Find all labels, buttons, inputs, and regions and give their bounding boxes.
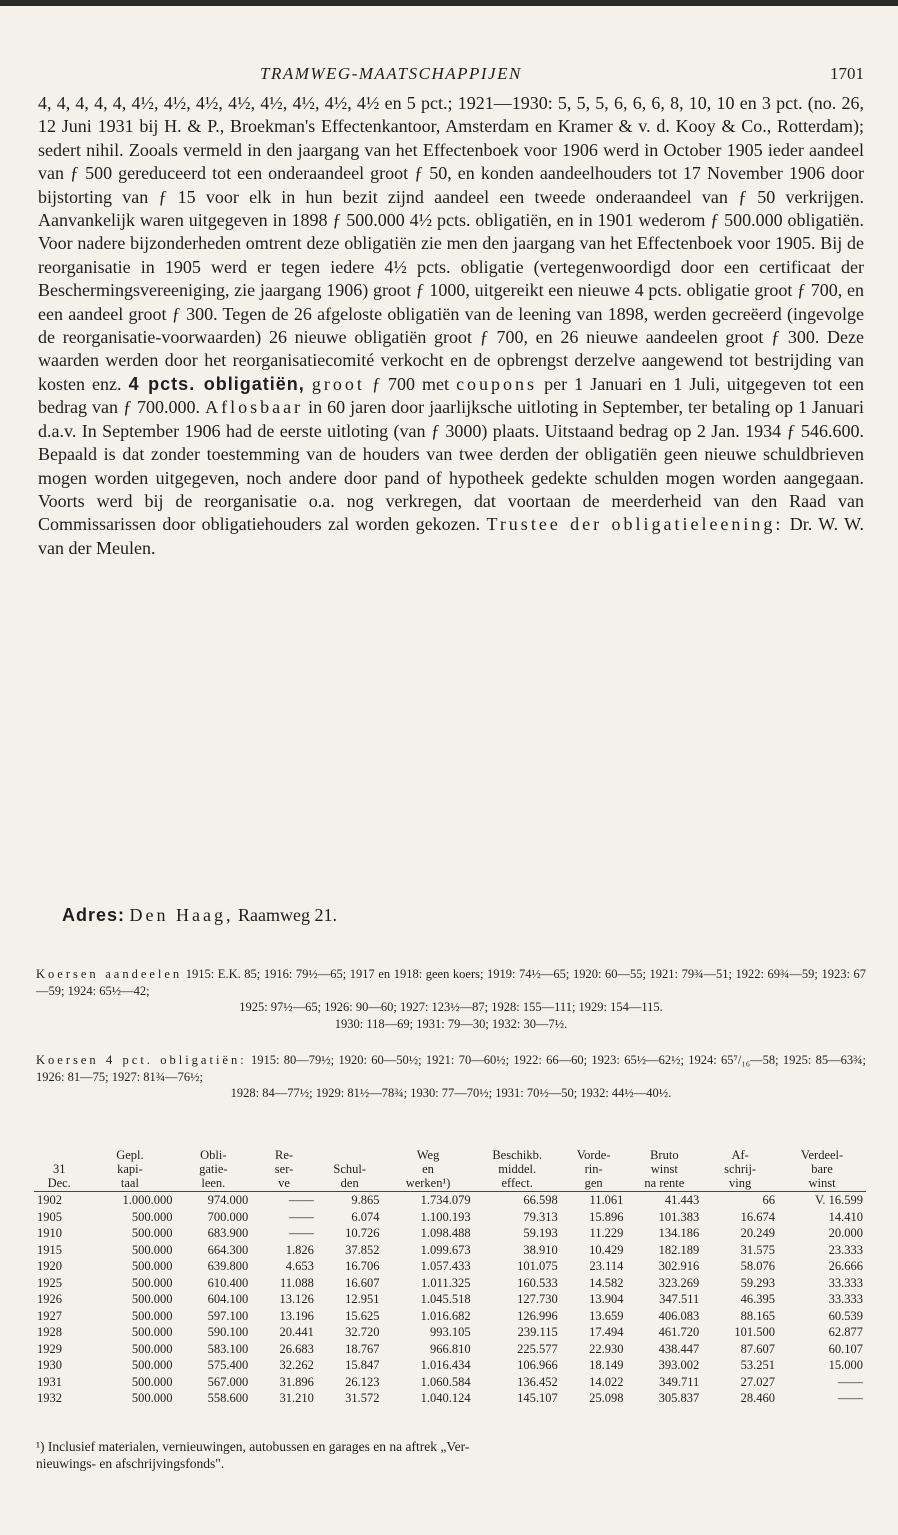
- table-year-cell: 1932: [37, 1391, 62, 1405]
- table-cell: 46.395: [740, 1292, 776, 1306]
- table-cell: 1.045.518: [420, 1292, 471, 1306]
- table-cell: 597.100: [207, 1308, 249, 1323]
- table-cell: 13.196: [279, 1308, 314, 1323]
- table-cell: 60.107: [828, 1341, 863, 1356]
- table-row: [34, 1192, 866, 1209]
- koersen-aandeelen: [36, 966, 866, 1032]
- page-top-edge: [0, 0, 898, 6]
- table-header-cell: gatie-: [199, 1162, 228, 1176]
- trustee-label: Trustee der obligatieleening:: [486, 514, 784, 535]
- table-cell: 58.076: [740, 1259, 776, 1273]
- table-cell: 6.074: [351, 1209, 380, 1224]
- table-cell: 33.333: [828, 1275, 863, 1290]
- table-header-row: [34, 1162, 866, 1176]
- table-year-cell: 1928: [37, 1325, 62, 1339]
- table-cell: 347.511: [659, 1292, 700, 1306]
- table-year-cell: 1929: [37, 1341, 62, 1356]
- table-header-cell: ser-: [274, 1162, 294, 1176]
- table-header-cell: en: [422, 1162, 434, 1176]
- table-cell: 126.996: [517, 1308, 558, 1323]
- table-body: [34, 1192, 866, 1407]
- table-cell: 1.060.584: [420, 1374, 471, 1389]
- table-header-cell: middel.: [498, 1162, 537, 1176]
- table-cell: 15.000: [828, 1358, 863, 1372]
- table-cell: 14.022: [589, 1374, 624, 1389]
- table-cell: 349.711: [659, 1374, 700, 1389]
- table-cell: 101.500: [734, 1325, 776, 1339]
- table-header-cell: effect.: [474, 1176, 561, 1192]
- table-cell: 406.083: [658, 1308, 700, 1323]
- table-cell: 37.852: [345, 1242, 380, 1257]
- table-cell: 700.000: [207, 1209, 249, 1224]
- table-header-cell: na rente: [626, 1176, 702, 1192]
- table-cell: 1.826: [285, 1242, 314, 1257]
- table-cell: 1.100.193: [420, 1209, 471, 1224]
- table-cell: 31.210: [279, 1391, 314, 1405]
- table-header-cell: [317, 1148, 383, 1162]
- table-row: [34, 1225, 866, 1242]
- table-cell: 62.877: [828, 1325, 863, 1339]
- table-cell: 583.100: [207, 1341, 249, 1356]
- table-cell: 17.494: [589, 1325, 624, 1339]
- table-cell: V. 16.599: [814, 1193, 863, 1207]
- table-cell: 558.600: [207, 1391, 249, 1405]
- table-cell: 9.865: [351, 1193, 380, 1207]
- table-cell: ——: [288, 1209, 314, 1224]
- groot-label: groot: [311, 373, 365, 394]
- address-street: Raamweg 21.: [237, 905, 337, 925]
- table-row: [34, 1291, 866, 1308]
- table-year-cell: 1905: [37, 1209, 62, 1224]
- table-cell: 225.577: [517, 1341, 558, 1356]
- table-header-row: [34, 1176, 866, 1192]
- table-header-cell: [34, 1148, 84, 1162]
- table-cell: ——: [288, 1193, 314, 1207]
- table-header-cell: ve: [251, 1176, 317, 1192]
- table-cell: 13.126: [279, 1292, 314, 1306]
- koersen-obligatien-line2: 1928: 84—77½; 1929: 81½—78¾; 1930: 77—70½; 1931: 70½—50; 1932: 44½—40½.: [230, 1086, 672, 1100]
- table-header-cell: rin-: [584, 1162, 603, 1176]
- table-cell: 1.057.433: [420, 1259, 471, 1273]
- table-row: [34, 1242, 866, 1259]
- table-header-cell: Af-: [731, 1148, 749, 1162]
- koersen-aandeelen-label: Koersen aandeelen: [36, 967, 183, 981]
- table-cell: 22.930: [589, 1341, 624, 1356]
- table-cell: 393.002: [658, 1358, 700, 1372]
- table-cell: 1.000.000: [122, 1193, 173, 1207]
- table-cell: 15.847: [345, 1358, 380, 1372]
- table-cell: 500.000: [131, 1391, 173, 1405]
- table-cell: 106.966: [517, 1358, 558, 1372]
- koersen-obligatien-line1: 1915: 80—79½; 1920: 60—50½; 1921: 70—60½; 1922: 66—60; 1923: 65½—62½; 1924: 65⁷/₁₆—58; 1925: 85—63¾; 1926: 81—75; 1927: 81¾—76½;: [36, 1053, 866, 1084]
- text-aflossing: in 60 jaren door jaarlijksche uitloting in September, ter betaling op 1 Januari d.a.v. In September 1906 had de eerste uitloting (van ƒ 3000) plaats. Uitstaand bedrag op 2 Jan. 1934 ƒ 546.600. Bepaald is dat zonder toestemming van de houders van twee derden der obligatiën geen nieuwe schuldbrieven mogen worden uitgegeven, noch andere door pand of hypotheek gedekte schulden mogen worden aangegaan. Voorts werd bij de reorganisatie o.a. nog verkregen, dat voortaan de meerderheid van den Raad van Commissarissen door obligatiehouders zal worden gekozen.: [38, 397, 865, 535]
- table-cell: 11.061: [589, 1193, 624, 1207]
- table-cell: 25.098: [589, 1391, 624, 1405]
- footnote-line1: ¹) Inclusief materialen, vernieuwingen, autobussen en garages en na aftrek „Ver-: [36, 1439, 470, 1454]
- table-cell: 500.000: [131, 1275, 173, 1290]
- table-cell: 500.000: [131, 1259, 173, 1273]
- table-cell: ——: [288, 1226, 314, 1240]
- table-header-cell: Obli-: [200, 1148, 227, 1162]
- table-cell: 966.810: [429, 1341, 471, 1356]
- coupons-label: coupons: [456, 373, 538, 394]
- footnote-line2: nieuwings- en afschrijvingsfonds".: [36, 1456, 225, 1471]
- table-cell: 604.100: [207, 1292, 249, 1306]
- address-label: Adres:: [62, 905, 126, 925]
- table-cell: 11.229: [589, 1226, 624, 1240]
- table-year-cell: 1920: [37, 1259, 62, 1273]
- table-cell: 134.186: [658, 1226, 700, 1240]
- table-header-row: [34, 1148, 866, 1162]
- table-header-cell: gen: [561, 1176, 627, 1192]
- table-cell: 683.900: [207, 1226, 249, 1240]
- table-cell: 500.000: [131, 1226, 173, 1240]
- table-cell: 20.249: [740, 1226, 776, 1240]
- table-header-cell: werken¹): [383, 1176, 474, 1192]
- table-cell: 88.165: [740, 1308, 776, 1323]
- aflosbaar-label: Aflosbaar: [205, 397, 304, 418]
- table-cell: 590.100: [207, 1325, 249, 1339]
- table-cell: 31.575: [740, 1242, 776, 1257]
- text-coupons: per 1 Januari en 1 Juli, uitgegeven tot een bedrag van ƒ 700.000.: [38, 373, 865, 418]
- table-cell: 136.452: [517, 1374, 558, 1389]
- table-cell: 13.904: [589, 1292, 624, 1306]
- table-cell: 500.000: [131, 1308, 173, 1323]
- table-cell: 4.653: [285, 1259, 314, 1273]
- koersen-aandeelen-line2: 1925: 97½—65; 1926: 90—60; 1927: 123½—87; 1928: 155—111; 1929: 154—115.: [239, 1000, 663, 1014]
- table-year-cell: 1930: [37, 1358, 62, 1372]
- table-year-cell: 1915: [37, 1242, 62, 1257]
- obligatien-heading: 4 pcts. obligatiën,: [128, 373, 305, 394]
- koersen-aandeelen-line3: 1930: 118—69; 1931: 79—30; 1932: 30—7½.: [334, 1016, 568, 1031]
- table-cell: 974.000: [207, 1193, 249, 1207]
- address-line: [62, 905, 337, 926]
- table-cell: 567.000: [207, 1374, 249, 1389]
- table-cell: 1.099.673: [420, 1242, 471, 1257]
- table-header-cell: Dec.: [34, 1176, 84, 1192]
- table-cell: 500.000: [131, 1242, 173, 1257]
- table-header: [34, 1148, 866, 1192]
- table-cell: 145.107: [517, 1391, 558, 1405]
- table-year-cell: 1926: [37, 1292, 62, 1306]
- table-cell: 1.016.682: [420, 1308, 471, 1323]
- table-row: [34, 1390, 866, 1407]
- table-cell: 16.706: [345, 1259, 380, 1273]
- table-cell: 10.429: [589, 1242, 624, 1257]
- table-row: [34, 1258, 866, 1275]
- table-cell: 639.800: [207, 1259, 249, 1273]
- table-cell: 16.607: [345, 1275, 380, 1290]
- table-cell: 15.896: [589, 1209, 624, 1224]
- table-cell: 18.149: [589, 1358, 624, 1372]
- table-header-cell: Gepl.: [116, 1148, 144, 1162]
- table-header-cell: Beschikb.: [492, 1148, 542, 1162]
- table-row: [34, 1341, 866, 1358]
- table-cell: 500.000: [131, 1341, 173, 1356]
- table-header-cell: kapi-: [117, 1162, 143, 1176]
- table-cell: 10.726: [345, 1226, 380, 1240]
- table-cell: 20.441: [279, 1325, 314, 1339]
- table-cell: 13.659: [589, 1308, 624, 1323]
- text-intro: 4, 4, 4, 4, 4, 4½, 4½, 4½, 4½, 4½, 4½, 4½, 4½ en 5 pct.; 1921—1930: 5, 5, 5, 6, 6, 6, 8, 10, 10 en 3 pct. (no. 26, 12 Juni 1931 bij H. & P., Broekman's Effectenkantoor, Amsterdam en Kramer & v. d. Kooy & Co., Rotterdam); sedert nihil. Zooals vermeld in den jaargang van het Effectenboek voor 1906 werd in October 1905 ieder aandeel van ƒ 500 gereduceerd tot een onderaandeel groot ƒ 50, en konden aandeelhouders tot 17 November 1906 door bijstorting van ƒ 15 voor elk in hun bezit zijnd aandeel een tweede onderaandeel van ƒ 50 verkrijgen. Aanvankelijk waren uitgegeven in 1898 ƒ 500.000 4½ pcts. obligatiën, en in 1901 wederom ƒ 500.000 obligatiën. Voor nadere bijzonderheden omtrent deze obligatiën zie men den jaargang van het Effectenboek voor 1905. Bij de reorganisatie in 1905 werd er tegen iedere 4½ pcts. obligatie (vertegenwoordigd door een certificaat der Beschermingsvereeniging, zie jaargang 1906) groot ƒ 1000, uitgereikt een nieuwe 4 pcts. obligatie groot ƒ 700, en een aandeel groot ƒ 300. Tegen de 26 afgeloste obligatiën van de leening van 1898, werden gecreëerd (ingevolge de reorganisatie-voorwaarden) 26 nieuwe obligatiën groot ƒ 700, en 26 nieuwe aandeelen groot ƒ 300. Deze waarden werden door het reorganisatiecomité verkocht en de opbrengst derzelve aangewend tot bestrijding van kosten enz.: [38, 93, 864, 394]
- table-cell: 101.075: [517, 1259, 558, 1273]
- table-year-cell: 1910: [37, 1226, 62, 1240]
- table-cell: 23.333: [828, 1242, 863, 1257]
- table-header-cell: Bruto: [650, 1148, 679, 1162]
- koersen-aandeelen-line1: 1915: E.K. 85; 1916: 79½—65; 1917 en 1918: geen koers; 1919: 74½—65; 1920: 60—55; 1921: 79¾—51; 1922: 69¾—59; 1923: 67—59; 1924: 65½—42;: [36, 967, 866, 998]
- table-cell: 79.313: [523, 1209, 558, 1224]
- table-cell: 28.460: [740, 1391, 776, 1405]
- table-cell: 575.400: [207, 1358, 249, 1372]
- table-cell: 12.951: [345, 1292, 380, 1306]
- table-cell: 38.910: [523, 1242, 558, 1257]
- table-cell: 127.730: [517, 1292, 558, 1306]
- table-cell: 14.410: [828, 1209, 863, 1224]
- table-year-cell: 1927: [37, 1308, 62, 1323]
- table-header-cell: ving: [702, 1176, 778, 1192]
- table-header-cell: taal: [84, 1176, 175, 1192]
- table-cell: 15.625: [345, 1308, 380, 1323]
- table-cell: 302.916: [658, 1259, 700, 1273]
- table-cell: 18.767: [345, 1341, 380, 1356]
- body-paragraph: [38, 92, 864, 560]
- table-year-cell: 1902: [37, 1193, 62, 1207]
- table-year-cell: 1931: [37, 1374, 62, 1389]
- table-cell: 32.262: [279, 1358, 314, 1372]
- page-number: 1701: [830, 64, 864, 83]
- table-cell: 11.088: [279, 1275, 314, 1290]
- table-cell: 500.000: [131, 1209, 173, 1224]
- table-cell: 182.189: [658, 1242, 700, 1257]
- table-cell: 66: [762, 1193, 776, 1207]
- table-cell: 500.000: [131, 1374, 173, 1389]
- table-cell: 31.896: [279, 1374, 314, 1389]
- table-row: [34, 1209, 866, 1226]
- table-header-cell: Verdeel-: [800, 1148, 844, 1162]
- table-cell: 26.123: [345, 1374, 380, 1389]
- table-cell: 664.300: [207, 1242, 249, 1257]
- table-cell: 27.027: [740, 1374, 776, 1389]
- koersen-obligatien: [36, 1052, 866, 1102]
- table-cell: 87.607: [740, 1341, 776, 1356]
- table-cell: 26.666: [828, 1259, 863, 1273]
- table-row: [34, 1357, 866, 1374]
- table-cell: 160.533: [517, 1275, 558, 1290]
- table-cell: 60.539: [828, 1308, 863, 1323]
- table-header-cell: schrij-: [724, 1162, 757, 1176]
- table-row: [34, 1308, 866, 1325]
- table-year-cell: 1925: [37, 1275, 62, 1290]
- table-cell: 461.720: [658, 1325, 700, 1339]
- table-cell: 14.582: [589, 1275, 624, 1290]
- table-cell: 16.674: [740, 1209, 776, 1224]
- table-cell: 59.293: [740, 1275, 776, 1290]
- address-city: Den Haag,: [129, 905, 234, 925]
- table-cell: 610.400: [207, 1275, 249, 1290]
- page-header: [38, 64, 864, 88]
- table-cell: 101.383: [658, 1209, 700, 1224]
- table-cell: 500.000: [131, 1358, 173, 1372]
- text-groot-value: ƒ 700 met: [371, 373, 449, 394]
- table-cell: 239.115: [517, 1325, 558, 1339]
- running-title: TRAMWEG-MAATSCHAPPIJEN: [260, 64, 522, 83]
- table-cell: 66.598: [523, 1193, 558, 1207]
- table-cell: 41.443: [664, 1193, 700, 1207]
- table-header-cell: bare: [811, 1162, 833, 1176]
- table-cell: 993.105: [429, 1325, 471, 1339]
- table-cell: 26.683: [279, 1341, 314, 1356]
- table-header-cell: Vorde-: [576, 1148, 611, 1162]
- table-cell: 20.000: [828, 1226, 863, 1240]
- table-header-cell: Weg: [416, 1148, 440, 1162]
- table-header-cell: den: [317, 1176, 383, 1192]
- table-cell: ——: [838, 1374, 863, 1389]
- table-cell: 23.114: [589, 1259, 624, 1273]
- table-header-cell: Schul-: [333, 1162, 367, 1176]
- table-cell: 53.251: [740, 1358, 776, 1372]
- table-cell: 1.011.325: [421, 1275, 471, 1290]
- financial-table: [34, 1148, 866, 1407]
- table-cell: 1.040.124: [420, 1391, 471, 1405]
- table-cell: 500.000: [131, 1292, 173, 1306]
- table-row: [34, 1324, 866, 1341]
- table-header-cell: leen.: [175, 1176, 251, 1192]
- table-cell: 32.720: [345, 1325, 380, 1339]
- table-header-cell: winst: [778, 1176, 866, 1192]
- table-cell: 31.572: [345, 1391, 380, 1405]
- table-cell: 438.447: [658, 1341, 700, 1356]
- table-cell: 1.016.434: [420, 1358, 471, 1372]
- main-text: [38, 92, 864, 560]
- table-cell: 323.269: [658, 1275, 700, 1290]
- table-row: [34, 1374, 866, 1391]
- trustee-name: Dr. W. W. van der Meulen.: [38, 514, 864, 558]
- table-cell: 1.734.079: [420, 1193, 471, 1207]
- table-row: [34, 1275, 866, 1292]
- table-header-cell: winst: [650, 1162, 678, 1176]
- table-header-cell: Re-: [275, 1148, 294, 1162]
- footnote: [36, 1438, 866, 1472]
- koersen-obligatien-label: Koersen 4 pct. obligatiën:: [36, 1053, 247, 1067]
- table-header-cell: 31: [52, 1162, 66, 1176]
- table-cell: 305.837: [658, 1391, 700, 1405]
- table-cell: 59.193: [523, 1226, 558, 1240]
- table-cell: ——: [838, 1391, 863, 1405]
- table-cell: 500.000: [131, 1325, 173, 1339]
- table-cell: 1.098.488: [420, 1226, 471, 1240]
- table-cell: 33.333: [828, 1292, 863, 1306]
